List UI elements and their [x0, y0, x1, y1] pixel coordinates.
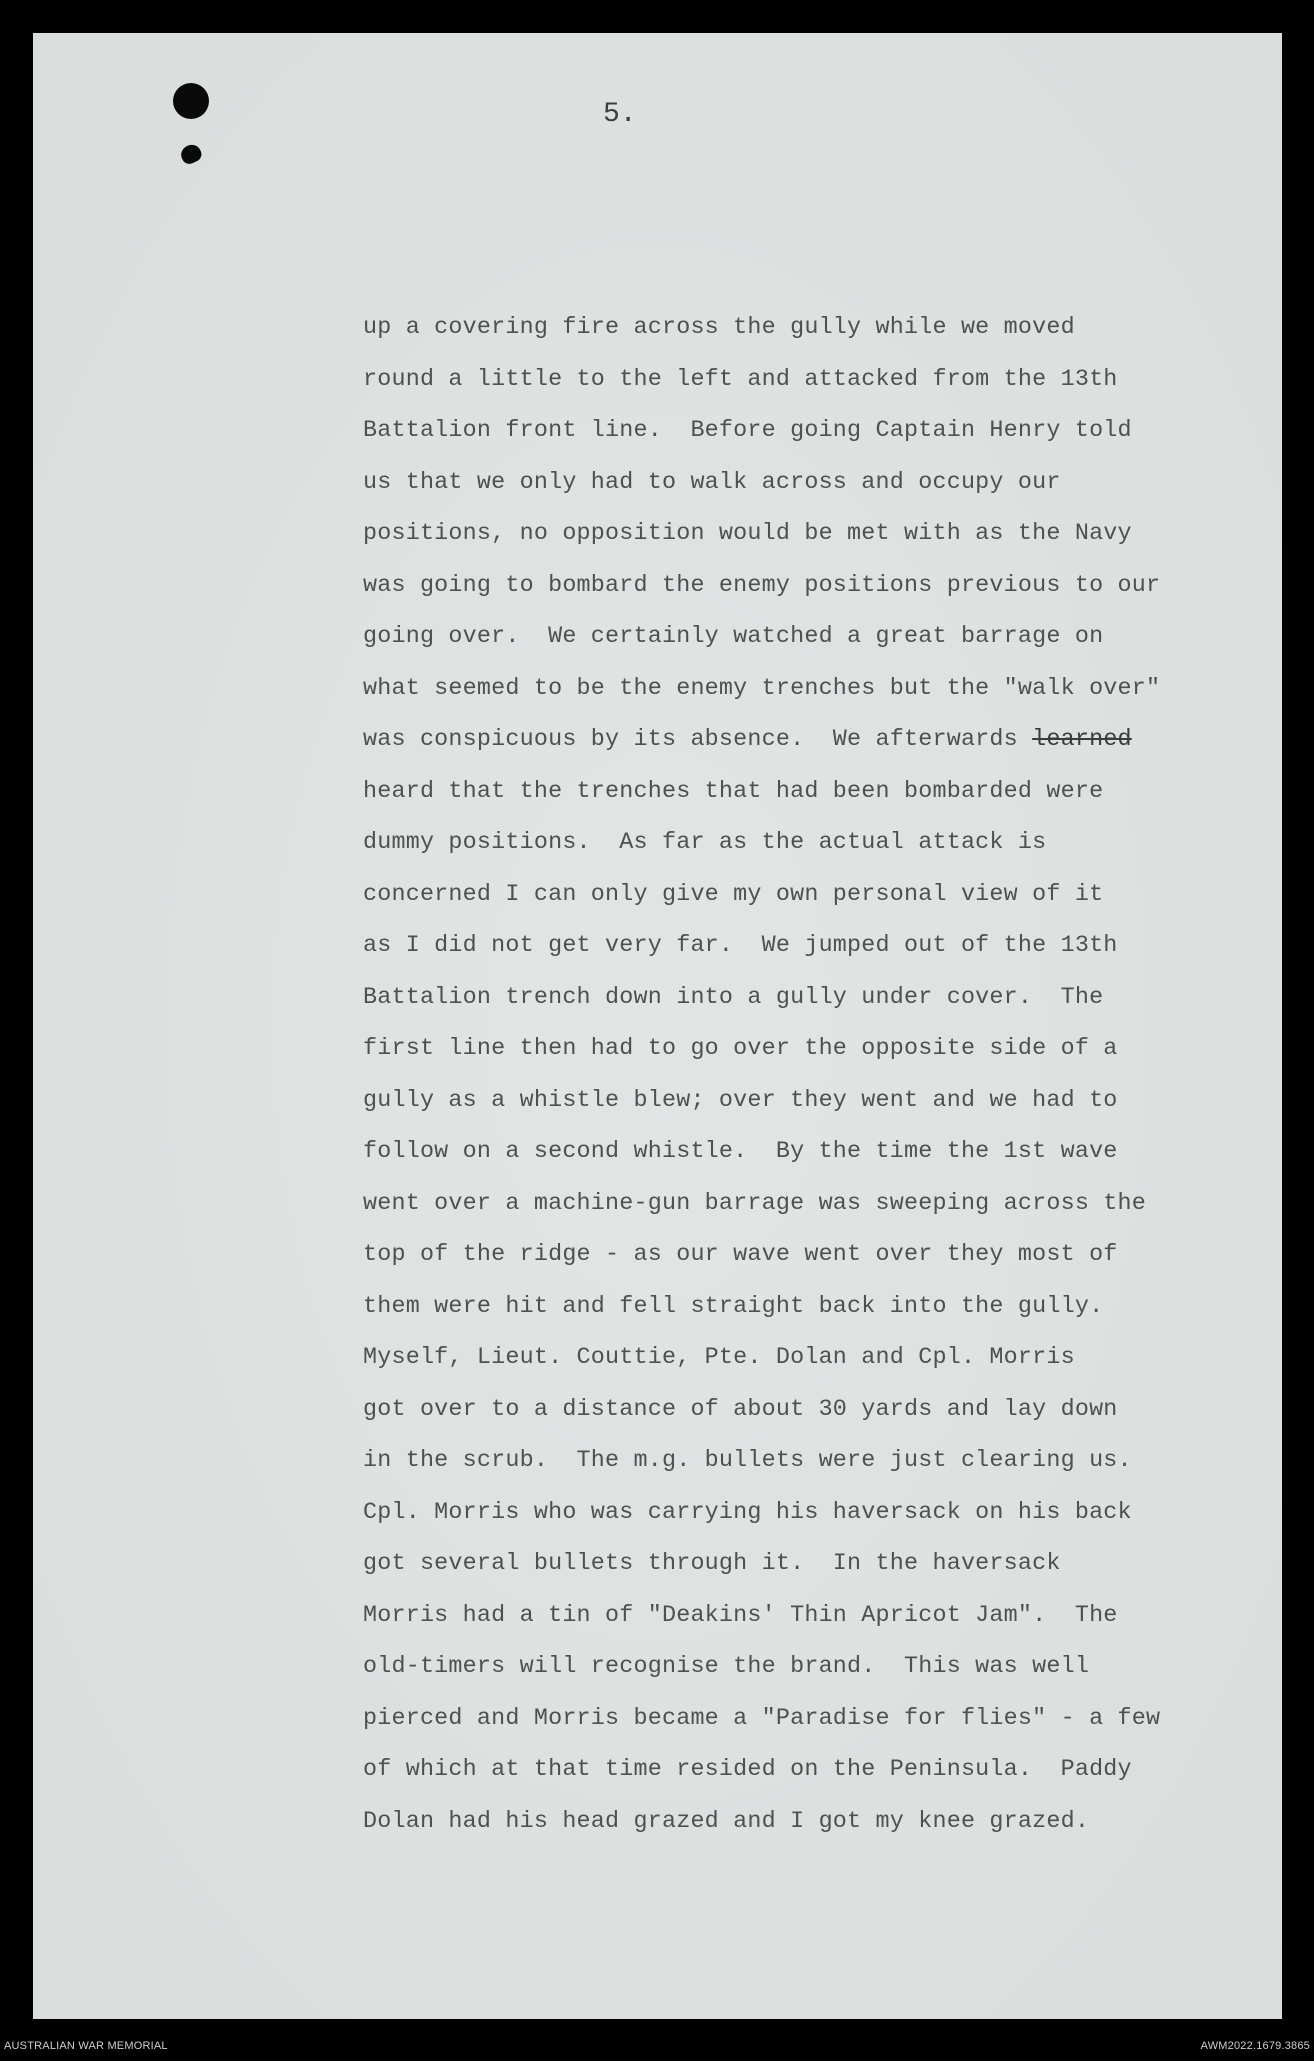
- text-line: top of the ridge - as our wave went over they most of: [363, 1242, 1118, 1268]
- document-page: [33, 33, 1282, 2019]
- punch-hole: [173, 83, 209, 119]
- text-line: what seemed to be the enemy trenches but the "walk over": [363, 675, 1161, 702]
- text-line: in the scrub. The m.g. bullets were just clearing us.: [363, 1448, 1132, 1474]
- struck-out-word: learned: [1032, 727, 1132, 753]
- text-line: was conspicuous by its absence. We afterwards: [363, 727, 1018, 753]
- text-line: positions, no opposition would be met with as the Navy: [363, 521, 1132, 547]
- text-line: old-timers will recognise the brand. This was well: [363, 1654, 1090, 1680]
- text-line: round a little to the left and attacked from the 13th: [363, 366, 1118, 393]
- text-line: got over to a distance of about 30 yards and lay down: [363, 1396, 1118, 1423]
- text-line: follow on a second whistle. By the time the 1st wave: [363, 1139, 1118, 1165]
- text-line: concerned I can only give my own personal view of it: [363, 881, 1104, 908]
- text-line: Cpl. Morris who was carrying his haversack on his back: [363, 1499, 1132, 1526]
- text-line: of which at that time resided on the Peninsula. Paddy: [363, 1757, 1132, 1783]
- punch-hole: [178, 142, 204, 167]
- text-line: Myself, Lieut. Couttie, Pte. Dolan and Cpl. Morris: [363, 1345, 1075, 1371]
- text-line: got several bullets through it. In the haversack: [363, 1551, 1061, 1577]
- text-line: as I did not get very far. We jumped out of the 13th: [363, 933, 1118, 959]
- page-number: 5.: [603, 99, 637, 130]
- text-line: pierced and Morris became a "Paradise for flies" - a few: [363, 1705, 1161, 1732]
- text-line: heard that the trenches that had been bombarded were: [363, 778, 1104, 805]
- text-line-with-strikeout: [363, 715, 1293, 767]
- text-line: us that we only had to walk across and occupy our: [363, 469, 1061, 496]
- footer-accession-number: AWM2022.1679.3865: [1200, 2040, 1310, 2052]
- text-line: Battalion trench down into a gully under cover. The: [363, 984, 1104, 1011]
- text-line: Battalion front line. Before going Captain Henry told: [363, 418, 1132, 444]
- text-line: them were hit and fell straight back into the gully.: [363, 1293, 1104, 1320]
- text-line: went over a machine-gun barrage was sweeping across the: [363, 1190, 1147, 1217]
- text-line: Morris had a tin of "Deakins' Thin Apricot Jam". The: [363, 1602, 1118, 1629]
- text-line: going over. We certainly watched a great barrage on: [363, 624, 1104, 650]
- text-line: Dolan had his head grazed and I got my knee grazed.: [363, 1808, 1090, 1835]
- text-line: dummy positions. As far as the actual attack is: [363, 830, 1047, 856]
- text-line: first line then had to go over the opposite side of a: [363, 1036, 1118, 1062]
- text-line: up a covering fire across the gully while we moved: [363, 315, 1075, 341]
- text-line: was going to bombard the enemy positions previous to our: [363, 572, 1161, 599]
- text-line: gully as a whistle blew; over they went and we had to: [363, 1087, 1118, 1114]
- typed-text-body: [363, 303, 1293, 1848]
- footer-institution: AUSTRALIAN WAR MEMORIAL: [4, 2040, 168, 2052]
